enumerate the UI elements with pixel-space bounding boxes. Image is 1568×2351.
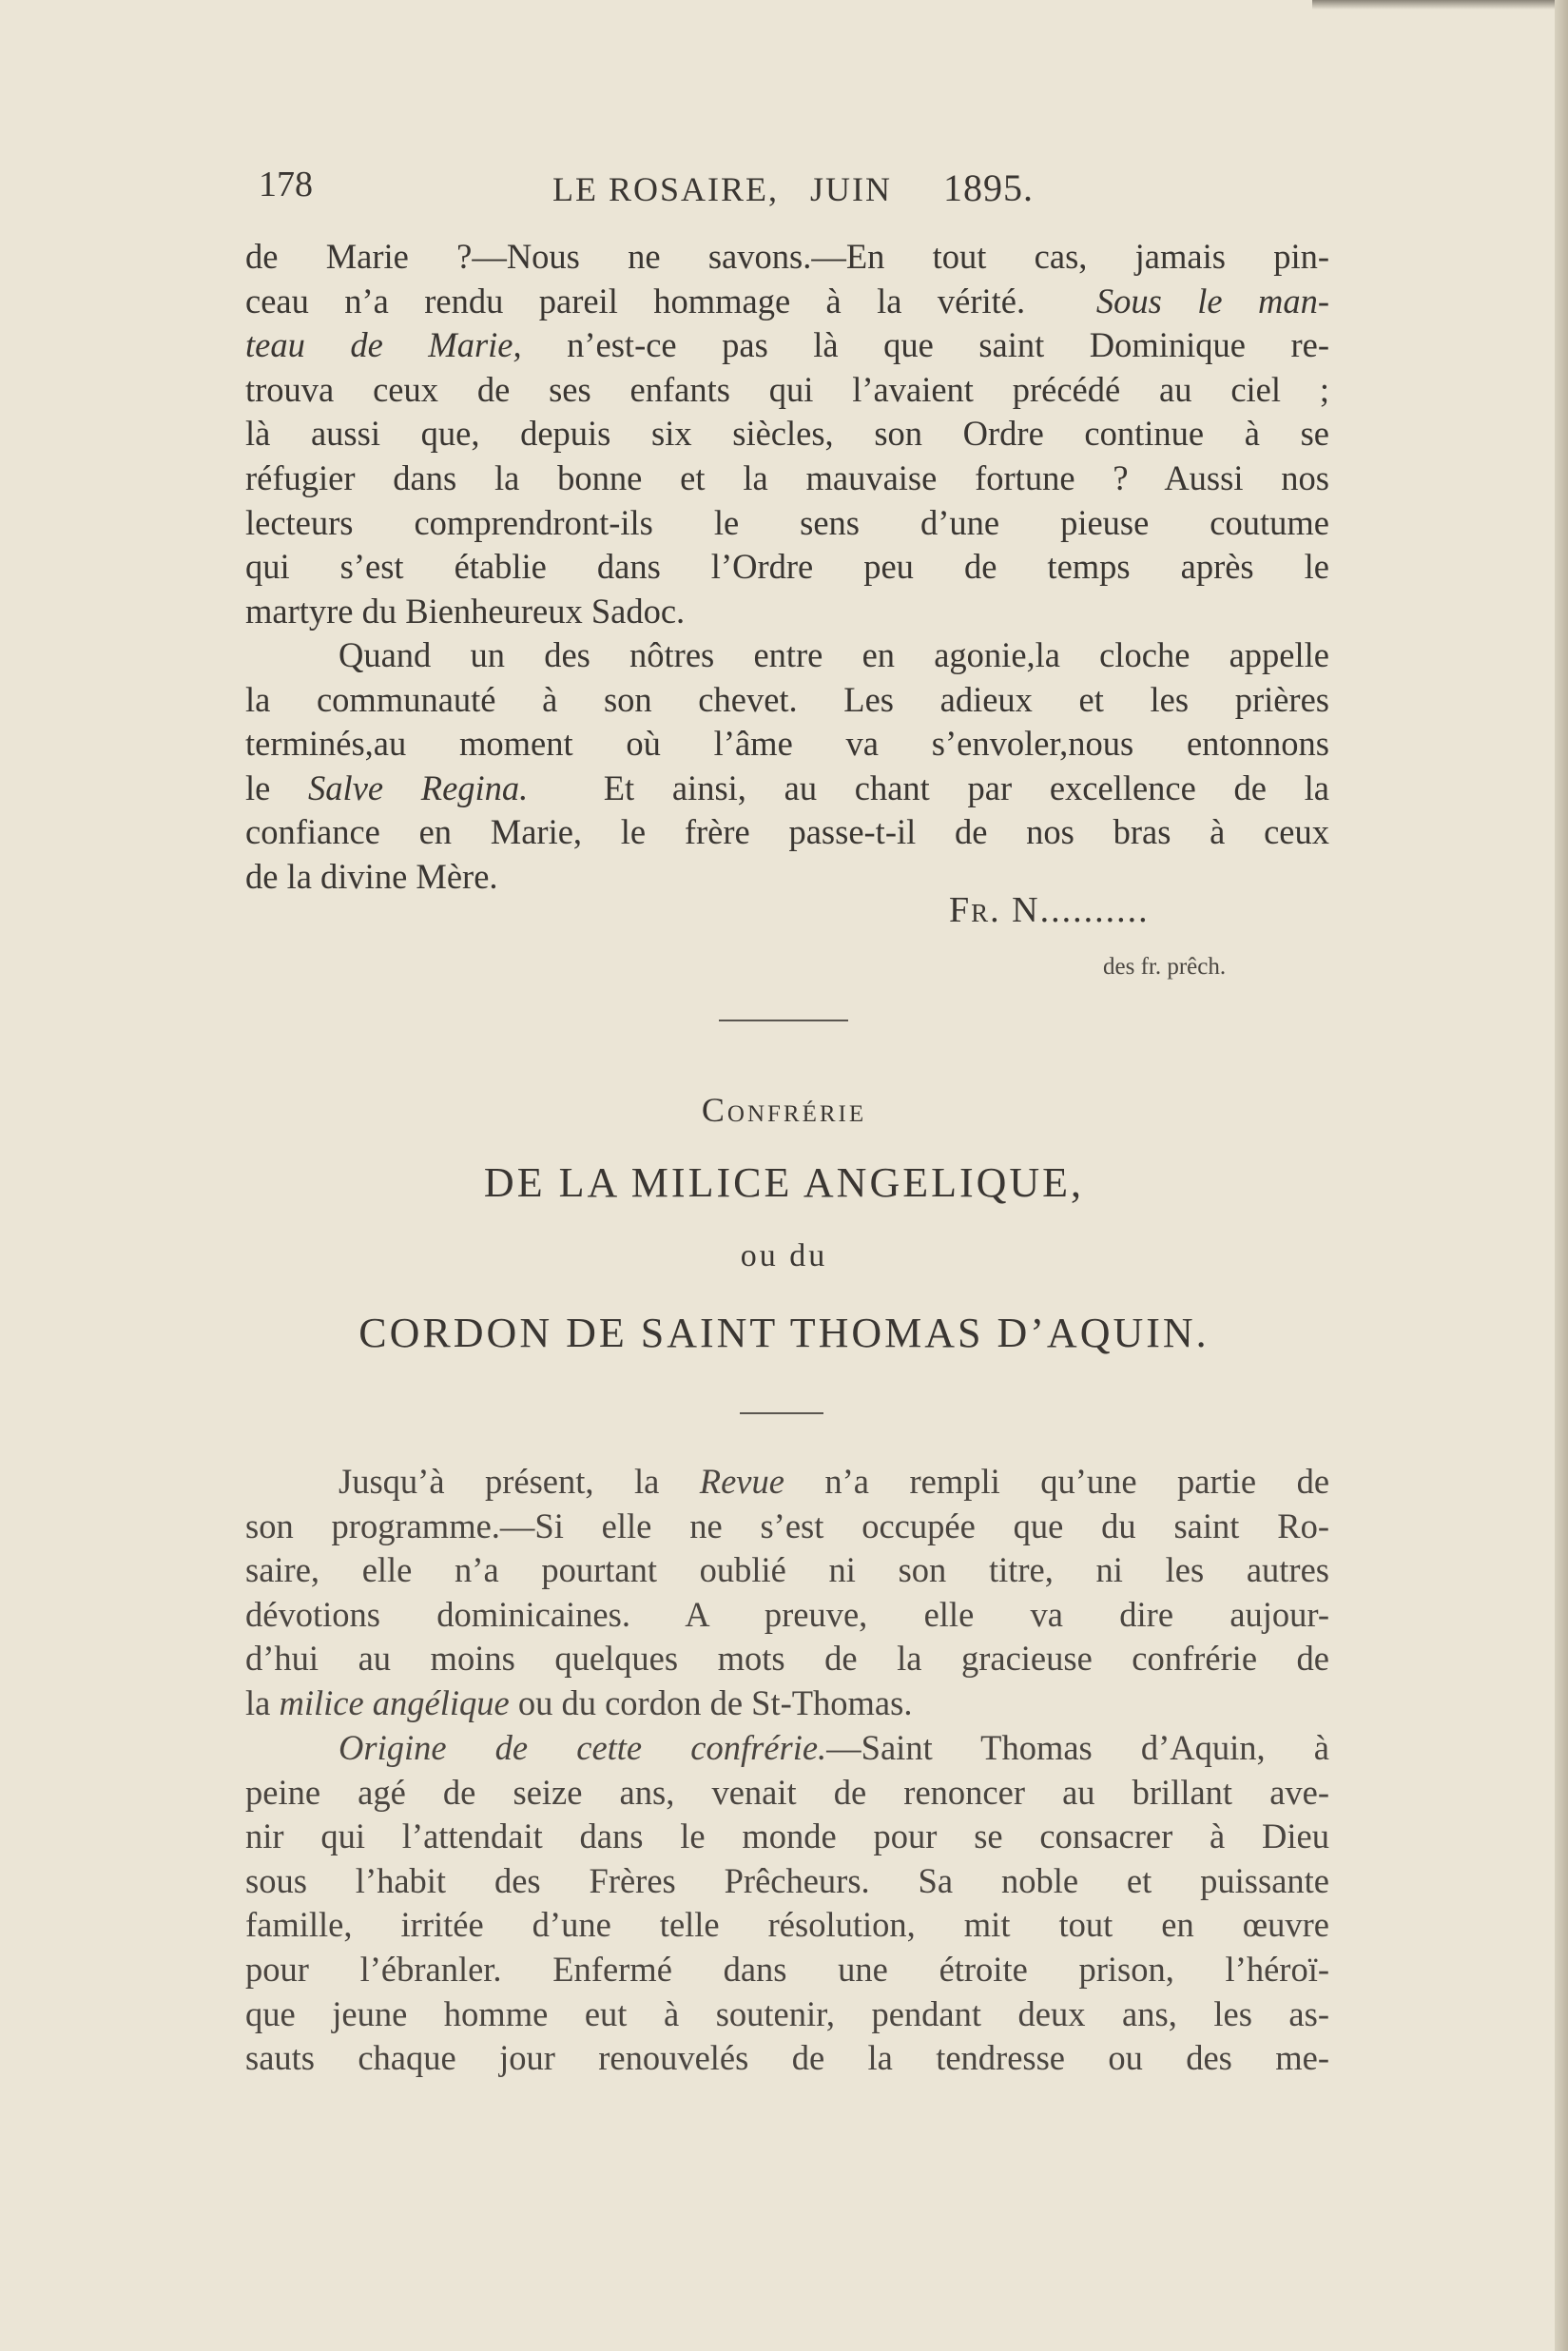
text-line: teau de Marie, n’est-ce pas là que saint Dominique re-: [245, 325, 1329, 365]
text-line: terminés,au moment où l’âme va s’envoler,nous entonnons: [245, 724, 1329, 764]
text-line: sauts chaque jour renouvelés de la tendresse ou des me-: [245, 2038, 1329, 2078]
text-line: la communauté à son chevet. Les adieux et les prières: [245, 679, 1329, 719]
running-title: [552, 169, 892, 209]
text-line: la milice angélique ou du cordon de St-Thomas.: [245, 1682, 913, 1722]
text-line: de Marie ?—Nous ne savons.—En tout cas, jamais pin-: [245, 237, 1329, 276]
text-line: famille, irritée d’une telle résolution, mit tout en œuvre: [245, 1905, 1329, 1945]
text-line: ceau n’a rendu pareil hommage à la vérité. Sous le man-: [245, 281, 1330, 321]
paragraph-salve-regina: [245, 633, 1329, 900]
text-line: nir qui l’attendait dans le monde pour se consacrer à Dieu: [245, 1817, 1329, 1856]
italic-phrase: Salve Regina.: [308, 767, 529, 807]
section-title-cordon: CORDON DE SAINT THOMAS D’AQUIN.: [358, 1310, 1210, 1356]
section-divider: [719, 1020, 848, 1021]
text-line: Jusqu’à présent, la Revue n’a rempli qu’une partie de: [339, 1462, 1330, 1501]
journal-title: LE ROSAIRE,: [552, 170, 779, 208]
text-line: que jeune homme eut à soutenir, pendant deux ans, les as-: [245, 1993, 1329, 2033]
italic-phrase: Revue: [699, 1462, 784, 1501]
text-line: qui s’est établie dans l’Ordre peu de temps après le: [245, 547, 1329, 587]
page-number: 178: [259, 165, 313, 204]
text-line: peine agé de seize ans, venait de renoncer au brillant ave-: [245, 1772, 1329, 1812]
text-line: le Salve Regina. Et ainsi, au chant par excellence de la: [245, 767, 1330, 807]
paragraph-origine: [245, 1726, 1329, 2081]
text-line: de la divine Mère.: [245, 856, 498, 896]
text-line: confiance en Marie, le frère passe-t-il de nos bras à ceux: [245, 812, 1329, 852]
author-signature: [949, 889, 1150, 931]
author-name: Fr. N..........: [949, 890, 1150, 930]
italic-phrase: teau de Marie,: [245, 325, 522, 365]
text-line: Quand un des nôtres entre en agonie,la cloche appelle: [339, 635, 1329, 674]
text-line: Origine de cette confrérie.—Saint Thomas d’Aquin, à: [339, 1728, 1329, 1767]
section-title-milice: DE LA MILICE ANGELIQUE,: [483, 1159, 1085, 1206]
section-title-conjunction: ou du: [740, 1238, 828, 1273]
paragraph-continuation: [245, 235, 1329, 633]
text-line: trouva ceux de ses enfants qui l’avaient précédé au ciel ;: [245, 369, 1329, 409]
section-title-confrerie: Confrérie: [701, 1091, 867, 1129]
italic-phrase: Sous le man-: [1095, 281, 1330, 321]
title-divider: [740, 1412, 823, 1414]
italic-phrase: Origine de cette confrérie.: [339, 1728, 827, 1767]
text-line: réfugier dans la bonne et la mauvaise fortune ? Aussi nos: [245, 457, 1329, 497]
scan-shadow: [1312, 0, 1555, 10]
text-line: saire, elle n’a pourtant oublié ni son titre, ni les autres: [245, 1550, 1329, 1590]
author-order: des fr. prêch.: [1103, 954, 1227, 980]
running-header: [245, 164, 1339, 211]
text-line: là aussi que, depuis six siècles, son Ordre continue à se: [245, 414, 1329, 454]
text-line: martyre du Bienheureux Sadoc.: [245, 591, 686, 631]
text-line: son programme.—Si elle ne s’est occupée que du saint Ro-: [245, 1506, 1329, 1545]
text-line: sous l’habit des Frères Prêcheurs. Sa noble et puissante: [245, 1860, 1329, 1900]
text-line: d’hui au moins quelques mots de la gracieuse confrérie de: [245, 1639, 1329, 1679]
paragraph-introduction: [245, 1460, 1329, 1726]
text-line: dévotions dominicaines. A preuve, elle va dire aujour-: [245, 1594, 1329, 1634]
italic-phrase: milice angélique: [279, 1682, 510, 1722]
issue-month: JUIN: [810, 170, 892, 208]
text-line: lecteurs comprendront-ils le sens d’une pieuse coutume: [245, 502, 1329, 542]
text-line: pour l’ébranler. Enfermé dans une étroite prison, l’héroï-: [245, 1949, 1329, 1989]
issue-year: 1895.: [943, 166, 1034, 209]
